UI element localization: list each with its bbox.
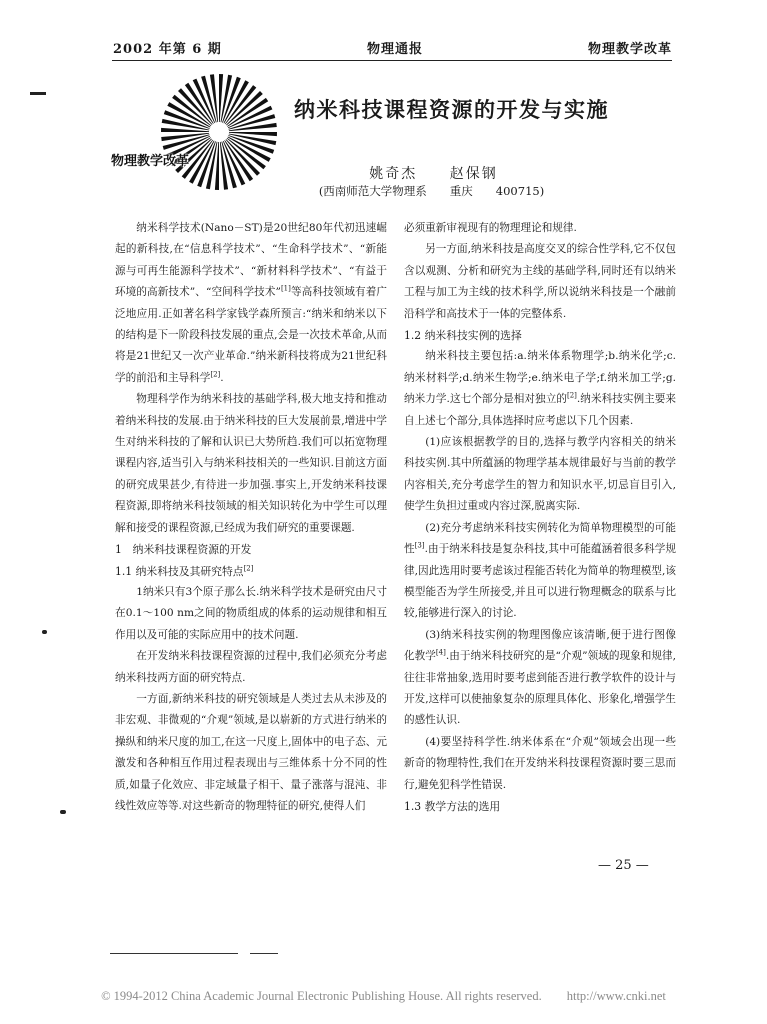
left-column	[115, 218, 387, 817]
sunburst-center	[210, 123, 228, 141]
header-journal: 物理通报	[367, 42, 424, 57]
paragraph: 纳米科技主要包括:a.纳米体系物理学;b.纳米化学;c.纳米材料学;d.纳米生物学;e.纳米电子学;f.纳米加工学;g.纳米力学.这七个部分是相对独立的[2].纳米科技实例主要来自上述七个部分,具体选择时应考虑以下几个因素.	[404, 350, 676, 427]
bottom-rule	[110, 953, 238, 954]
paragraph: 物理科学作为纳米科技的基础学科,极大地支持和推动着纳米科技的发展.由于纳米科技的巨大发展前景,增进中学生对纳米科技的了解和认识已大势所趋.我们可以拓宽物理课程内容,适当引入与纳米科技相关的一些知识.目前这方面的研究成果甚少,有待进一步加强.事实上,开发纳米科技课程资源,即将纳米科技领域的相关知识转化为中学生可以理解和接受的课程资源,已经成为我们研究的重要课题.	[115, 393, 387, 534]
paragraph: (3)纳米科技实例的物理图像应该清晰,便于进行图像化教学[4].由于纳米科技研究的是“介观”领域的现象和规律,往往非常抽象,选用时要考虑到能否进行教学软件的设计与开发,这样可以使抽象复杂的原理具体化、形象化,增强学生的感性认识.	[404, 628, 676, 727]
bottom-rule	[250, 953, 278, 954]
citation: [4]	[435, 648, 446, 657]
paragraph: (4)要坚持科学性.纳米体系在“介观”领域会出现一些新奇的物理特性,我们在开发纳米科技课程资源时要三思而行,避免犯科学性错误.	[404, 735, 676, 791]
header-rule	[112, 60, 672, 61]
scan-mark	[30, 92, 46, 95]
affiliation: (西南师范大学物理系 重庆 400715)	[318, 184, 545, 198]
copyright-footer: © 1994-2012 China Academic Journal Electronic Publishing House. All rights reserved. http://www.cnki.net	[101, 989, 666, 1003]
header-issue: 2002 年第 6 期	[113, 42, 222, 57]
author-2: 赵保钢	[449, 166, 498, 182]
paragraph: 必须重新审视现有的物理理论和规律.	[404, 222, 577, 234]
article-title: 纳米科技课程资源的开发与实施	[294, 98, 609, 122]
scan-mark	[60, 810, 66, 814]
citation: [1]	[280, 284, 291, 293]
logo-text: 物理教学改革	[111, 154, 190, 169]
citation: [2]	[566, 391, 577, 400]
paragraph: 1纳米只有3个原子那么长.纳米科学技术是研究由尺寸在0.1～100 nm之间的物质组成的体系的运动规律和相互作用以及可能的实际应用中的技术问题.	[115, 585, 387, 641]
author-1: 姚奇杰	[369, 166, 418, 182]
citation: [2]	[243, 563, 254, 572]
scan-mark	[42, 630, 47, 634]
header-column: 物理教学改革	[588, 42, 673, 57]
page-number: — 25 —	[598, 858, 649, 873]
citation: [2]	[210, 370, 221, 379]
authors	[0, 163, 767, 183]
paragraph: 纳米科学技术(Nano－ST)是20世纪80年代初迅速崛起的新科技,在“信息科学技术”、“生命科学技术”、“新能源与可再生能源科学技术”、“新材料科学技术”、“有益于环境的高新技术”、“空间科学技术”[1]等高科技领域有着广泛地应用.正如著名科学家钱学森所预言:“纳米和纳米以下的结构是下一阶段科技发展的重点,会是一次技术革命,从而将是21世纪又一次产业革命.”纳米新科技将成为21世纪科学的前沿和主导科学[2].	[115, 222, 387, 384]
subsection-heading: 1.3 教学方法的选用	[404, 799, 501, 813]
paragraph: 另一方面,纳米科技是高度交叉的综合性学科,它不仅包含以观测、分析和研究为主线的基础学科,同时还有以纳米工程与加工为主线的技术科学,所以说纳米科技是一个融前沿科学和高技术于一体的完整体系.	[404, 243, 676, 320]
section-heading: 1 纳米科技课程资源的开发	[115, 543, 252, 557]
citation: [3]	[414, 541, 425, 550]
paragraph: (1)应该根据教学的目的,选择与教学内容相关的纳米科技实例.其中所蕴涵的物理学基本规律最好与当前的教学内容相关,充分考虑学生的智力和知识水平,切忌盲目引入,使学生负担过重或内容过深,脱离实际.	[404, 436, 676, 513]
paragraph: 在开发纳米科技课程资源的过程中,我们必须充分考虑纳米科技两方面的研究特点.	[115, 650, 387, 684]
right-column	[404, 218, 676, 817]
subsection-heading: 1.1 纳米科技及其研究特点[2]	[115, 563, 254, 578]
paragraph: (2)充分考虑纳米科技实例转化为简单物理模型的可能性[3].由于纳米科技是复杂科技,其中可能蕴涵着很多科学规律,因此选用时要考虑该过程能否转化为简单的物理模型,该模型能否为学生所接受,并且可以进行物理概念的联系与比较,能够进行深入的讨论.	[404, 521, 677, 620]
paragraph: 一方面,新纳米科技的研究领域是人类过去从未涉及的非宏观、非微观的“介观”领域,是以崭新的方式进行纳米的操纵和纳米尺度的加工,在这一尺度上,固体中的电子态、元激发和各种相互作用过程表现出与三维体系十分不同的性质,如量子化效应、非定域量子相干、量子涨落与混沌、非线性效应等等.对这些新奇的物理特征的研究,使得人们	[115, 692, 387, 812]
subsection-heading: 1.2 纳米科技实例的选择	[404, 329, 522, 343]
